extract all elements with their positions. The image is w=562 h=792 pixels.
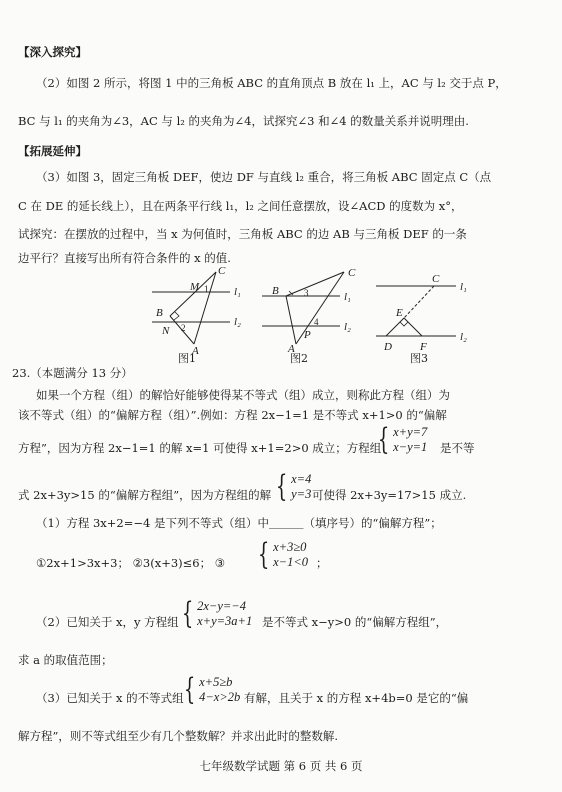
fig2-label-B: B [272, 285, 279, 297]
fig3-label-F: F [420, 341, 427, 353]
q23-part-1: （1）方程 3x+2=−4 是下列不等式（组）中＿＿＿（填序号）的“偏解方程”； [36, 516, 442, 530]
q23-intro-4b: 可使得 2x+3y=17>15 成立. [312, 488, 467, 502]
fig2-caption: 图2 [290, 352, 308, 365]
figure-1 [148, 264, 258, 360]
fig2-label-l2: l₂ [344, 321, 351, 333]
deep-heading: 【深入探究】 [18, 45, 87, 59]
fig1-label-l1: l₁ [234, 286, 241, 298]
q23-part-3-system: { x+5≥b 4−x>2b [183, 672, 241, 707]
q23-intro-sys2-eq2: y=3 [291, 487, 312, 501]
fig2-label-angle3: 3 [304, 288, 309, 298]
fig3-caption: 图3 [410, 352, 428, 365]
fig1-label-angle1: 1 [204, 284, 209, 294]
q23-part-2a: （2）已知关于 x，y 方程组 [36, 615, 179, 629]
q23-part-2b: 是不等式 x−y>0 的“偏解方程组”， [262, 615, 448, 629]
extend-heading: 【拓展延伸】 [18, 144, 87, 158]
fig1-label-M: M [190, 281, 200, 293]
fig3-label-E: E [396, 307, 403, 319]
q2-line-2: BC 与 l₁ 的夹角为∠3，AC 与 l₂ 的夹角为∠4，试探究∠3 和∠4 的数量关系并说明理由. [18, 114, 469, 128]
q23-part-2c: 求 a 的取值范围； [18, 653, 113, 667]
fig1-label-B: B [156, 307, 163, 319]
fig1-label-l2: l₂ [234, 316, 241, 328]
fig2-label-C: C [348, 267, 356, 279]
q23-intro-4a: 式 2x+3y>15 的“偏解方程组”，因为方程组的解 [18, 488, 272, 502]
q3-line-2: C 在 DE 的延长线上），且在两条平行线 l₁，l₂ 之间任意摆放，设∠ACD 的度数为 x°， [18, 199, 463, 213]
fig3-label-C: C [432, 273, 440, 285]
q23-part-2-system: { 2x−y=−4 x+y=3a+1 [181, 596, 253, 631]
fig2-label-A: A [288, 343, 295, 355]
q23-p3-ineq1: x+5≥b [199, 675, 233, 689]
q23-intro-sys1-eq1: x+y=7 [393, 425, 428, 439]
fig1-caption: 图1 [178, 352, 196, 365]
fig3-label-l2: l₂ [460, 331, 467, 343]
figure-2 [258, 264, 364, 360]
fig2-label-l1: l₁ [344, 291, 351, 303]
q23-intro-sys1-eq2: x−y=1 [393, 440, 428, 454]
fig3-label-l1: l₁ [460, 281, 467, 293]
q23-intro-system-2: { x=4 y=3 [275, 469, 312, 504]
q23-part-3b: 有解，且关于 x 的方程 x+4b=0 是它的“偏 [244, 691, 469, 705]
figure-3 [372, 264, 478, 360]
q2-line-1: （2）如图 2 所示，将图 1 中的三角板 ABC 的直角顶点 B 放在 l₁ 上，AC 与 l₂ 交于点 P， [36, 76, 507, 90]
q23-p2-eq1: 2x−y=−4 [197, 599, 246, 613]
q23-p3-ineq2: 4−x>2b [199, 690, 241, 704]
q23-intro-sys2-eq1: x=4 [291, 472, 312, 486]
q23-part-1-options-b: ； [316, 556, 328, 570]
q23-opt3-ineq2: x−1<0 [273, 555, 309, 569]
q23-intro-1: 如果一个方程（组）的解恰好能够使得某不等式（组）成立，则称此方程（组）为 [36, 388, 450, 402]
q3-line-1: （3）如图 3，固定三角板 DEF，使边 DF 与直线 l₂ 重合，将三角板 ABC 固定点 C（点 [36, 170, 492, 184]
fig2-label-P: P [304, 329, 311, 341]
q23-opt3-ineq1: x+3≥0 [273, 540, 307, 554]
q3-line-3: 试探究：在摆放的过程中，当 x 为何值时，三角板 ABC 的边 AB 与三角板 DEF 的一条 [18, 227, 467, 241]
q3-line-4: 边平行？直接写出所有符合条件的 x 的值. [18, 251, 231, 265]
q23-intro-2: 该不等式（组）的“偏解方程（组）”.例如：方程 2x−1=1 是不等式 x+1>0 的“偏解 [18, 408, 447, 422]
q23-part-3a: （3）已知关于 x 的不等式组 [36, 691, 184, 705]
q23-intro-3a: 方程”，因为方程 2x−1=1 的解 x=1 可使得 x+1=2>0 成立；方程组 [18, 441, 382, 455]
fig1-label-N: N [162, 325, 170, 337]
q23-p2-eq2: x+y=3a+1 [197, 614, 253, 628]
q23-intro-3b: 是不等 [440, 441, 475, 455]
q23-intro-system-1: { x+y=7 x−y=1 [377, 422, 428, 457]
q23-part-3c: 解方程”，则不等式组至少有几个整数解？并求出此时的整数解. [18, 729, 339, 743]
fig1-label-angle2: 2 [181, 323, 186, 333]
page-footer: 七年级数学试题 第 6 页 共 6 页 [199, 759, 363, 773]
fig2-label-angle4: 4 [314, 317, 319, 327]
fig3-label-D: D [384, 341, 392, 353]
fig1-label-C: C [218, 265, 226, 277]
fig1-label-A: A [192, 345, 199, 357]
q23-title: 23.（本题满分 13 分） [12, 366, 133, 380]
q23-part-1-options-a: ①2x+1>3x+3； ②3(x+3)≤6； ③ [36, 556, 226, 570]
q23-part-1-option-3-system: { x+3≥0 x−1<0 [257, 537, 309, 572]
